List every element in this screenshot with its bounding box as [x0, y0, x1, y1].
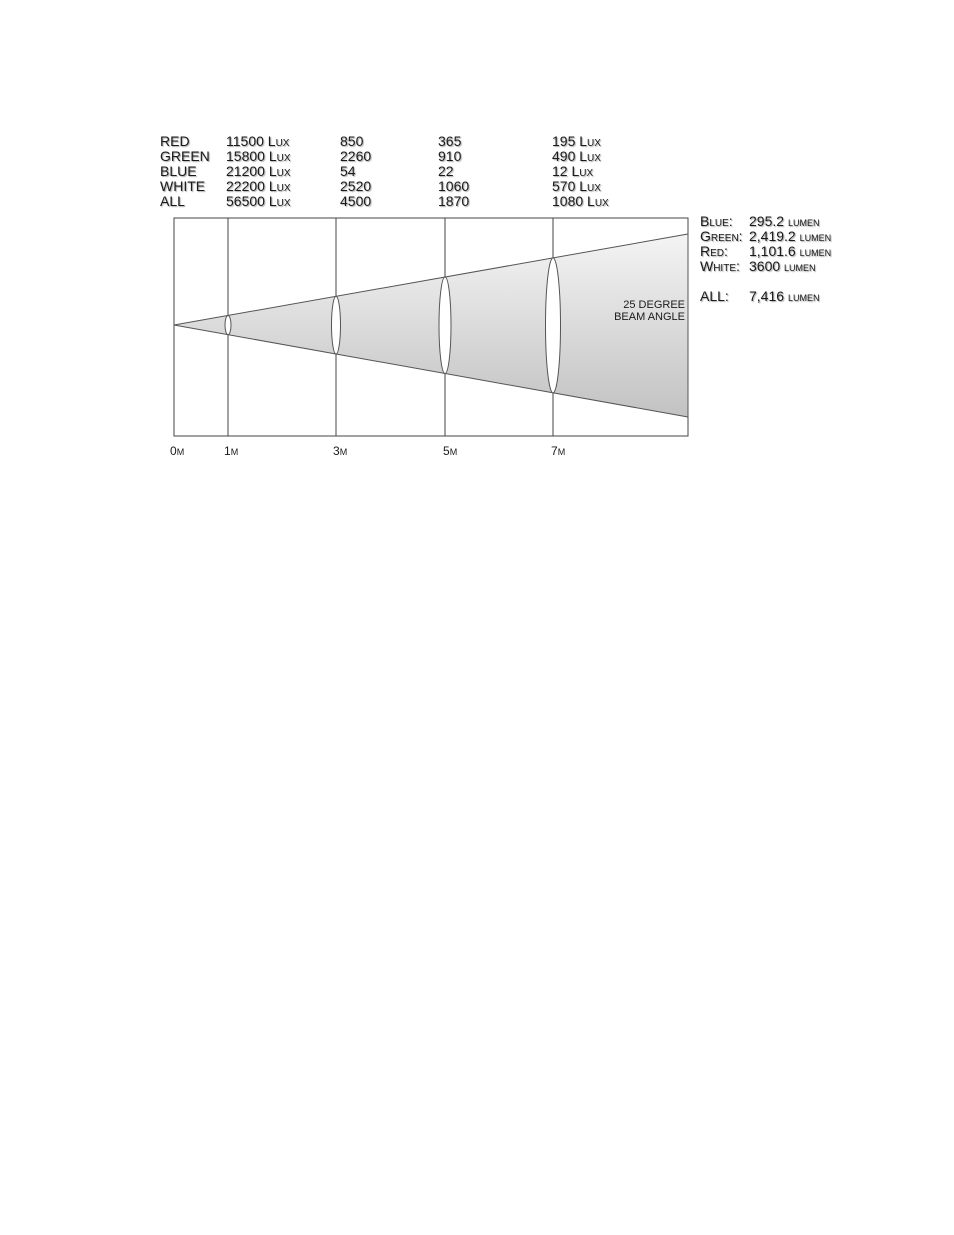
- lux-value: 56500 Lux: [226, 193, 291, 209]
- beam-cross-section: [439, 277, 451, 373]
- lux-row-label: WHITE: [160, 178, 206, 194]
- lumen-value: 3600 lumen: [749, 258, 816, 274]
- lux-row-label: GREEN: [160, 148, 210, 164]
- lux-value: 490 Lux: [552, 148, 601, 164]
- lux-value: 22200 Lux: [226, 178, 291, 194]
- lumen-value: 2,419.2 lumen: [749, 228, 832, 244]
- lux-value: 850: [340, 133, 364, 149]
- beam-cross-section: [546, 258, 561, 393]
- lux-value: 2260: [340, 148, 372, 164]
- lux-unit: Lux: [263, 133, 290, 149]
- lux-row-label: ALL: [160, 193, 185, 209]
- lux-value: 11500 Lux: [226, 133, 290, 149]
- lux-value: 21200 Lux: [226, 163, 291, 179]
- lumen-value: 1,101.6 lumen: [749, 243, 832, 259]
- distance-label: 5M: [443, 444, 458, 458]
- lux-unit: Lux: [575, 148, 601, 164]
- beam-angle-label: [600, 299, 685, 323]
- lux-value: 365: [438, 133, 462, 149]
- lumen-value: 295.2 lumen: [749, 213, 820, 229]
- lux-row-label: RED: [160, 133, 190, 149]
- lux-value: 15800 Lux: [226, 148, 291, 164]
- lux-unit: Lux: [567, 163, 594, 179]
- lumen-value: 7,416 lumen: [749, 288, 820, 304]
- lumen-name: Blue:: [700, 213, 733, 229]
- beam-cross-section: [225, 315, 231, 334]
- lux-unit: Lux: [264, 163, 291, 179]
- lux-value: 54: [340, 163, 356, 179]
- lux-unit: Lux: [264, 178, 291, 194]
- lux-value: 910: [438, 148, 462, 164]
- lumen-name: ALL:: [700, 288, 729, 304]
- lux-unit: Lux: [575, 133, 601, 149]
- lux-row-label: BLUE: [160, 163, 197, 179]
- lux-value: 4500: [340, 193, 372, 209]
- lux-value: 22: [438, 163, 454, 179]
- lux-value: 12 Lux: [552, 163, 594, 179]
- lux-value: 570 Lux: [552, 178, 601, 194]
- distance-label: 3M: [333, 444, 348, 458]
- beam-angle-line1: 25 DEGREE: [623, 299, 685, 311]
- lumen-name: Red:: [700, 243, 728, 259]
- beam-angle-line2: BEAM ANGLE: [614, 311, 685, 323]
- lux-value: 1870: [438, 193, 470, 209]
- lux-unit: Lux: [583, 193, 609, 209]
- lumen-name: White:: [700, 258, 740, 274]
- lumen-list: [700, 214, 860, 314]
- lux-value: 195 Lux: [552, 133, 601, 149]
- lux-table: [160, 134, 700, 214]
- lumen-name: Green:: [700, 228, 743, 244]
- lux-value: 1060: [438, 178, 470, 194]
- lux-unit: Lux: [264, 193, 291, 209]
- distance-label: 7M: [551, 444, 566, 458]
- beam-cone: [174, 234, 688, 417]
- lux-unit: Lux: [575, 178, 601, 194]
- distance-label: 1M: [224, 444, 239, 458]
- distance-label: 0M: [170, 444, 185, 458]
- lux-value: 2520: [340, 178, 372, 194]
- lux-value: 1080 Lux: [552, 193, 609, 209]
- beam-cross-section: [332, 296, 341, 354]
- lux-unit: Lux: [264, 148, 291, 164]
